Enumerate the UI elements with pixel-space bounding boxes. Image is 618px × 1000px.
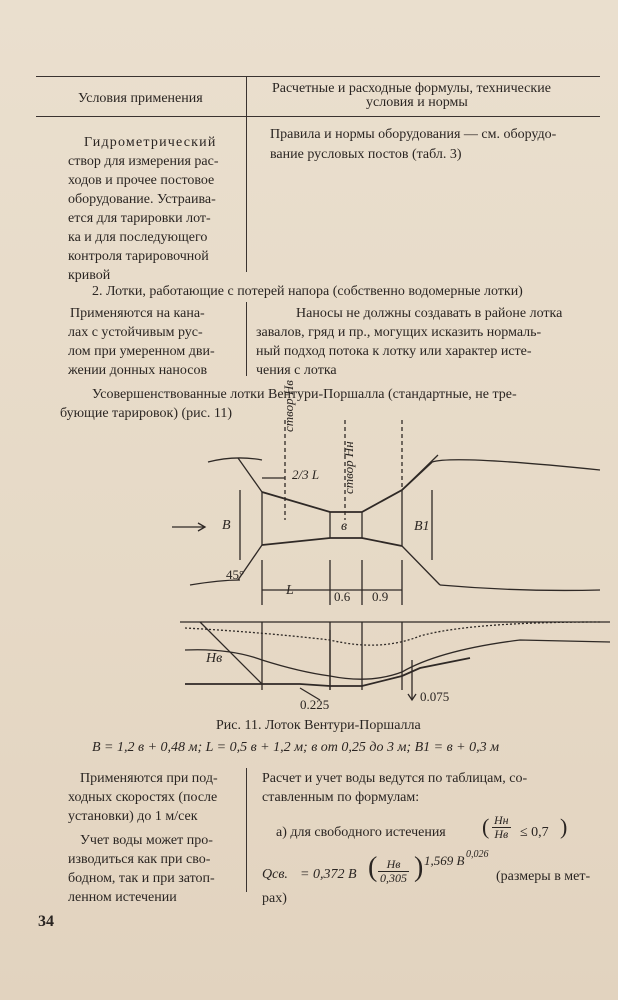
plan-bottom-wall — [262, 538, 402, 546]
section3-left-line: установки) до 1 м/сек — [68, 809, 198, 824]
condition-text: а) для свободного истечения — [276, 825, 446, 840]
q-exp: 1,569 B — [424, 853, 465, 868]
label-two-thirds-l: 2/3 L — [292, 467, 320, 482]
section3-left-line: изводиться как при сво- — [68, 852, 211, 867]
paren-left: ( — [482, 814, 490, 839]
page-number: 34 — [38, 913, 54, 930]
label-Hv: Hв — [206, 651, 223, 666]
paren-right: ) — [560, 814, 568, 839]
label-L: L — [286, 583, 294, 598]
venturi-intro-line: бующие тарировок) (рис. 11) — [60, 406, 233, 421]
section3-right-line: Расчет и учет воды ведутся по таблицам, со- — [262, 771, 528, 786]
q-num: Hв — [378, 858, 409, 872]
section2-left-line: лом при умеренном дви- — [68, 344, 215, 359]
q-note-1: (размеры в мет- — [496, 869, 591, 884]
section2-left-line: Применяются на кана- — [70, 306, 205, 321]
column-divider-3 — [246, 768, 247, 892]
section2-right-line: чения с лотка — [256, 363, 337, 378]
section1-left-line: Гидрометрический — [84, 135, 217, 150]
plan-outlet-bottom-slope — [402, 546, 440, 585]
profile-water-line — [185, 640, 610, 679]
section1-left-line: ка и для последующего — [68, 230, 208, 245]
figure-caption: Рис. 11. Лоток Вентури-Поршалла — [216, 718, 421, 733]
plan-outlet-top-slope — [402, 455, 438, 490]
label-angle: 45° — [226, 567, 245, 582]
section3-left-line: ходных скоростях (после — [68, 790, 218, 805]
cond-rel: ≤ 0,7 — [520, 825, 549, 840]
label-stvor-hv: створ Hв — [281, 380, 296, 432]
plan-top-left-bank — [208, 458, 262, 462]
header-right-label-1: Расчетные и расходные формулы, технические — [272, 81, 551, 96]
profile-floor — [185, 658, 470, 686]
header-right-label-2: условия и нормы — [366, 95, 468, 110]
header-left-label: Условия применения — [78, 91, 203, 106]
section2-left-line: лах с устойчивым рус- — [68, 325, 203, 340]
section1-left-line: кривой — [68, 268, 111, 283]
section3-left-line: Учет воды может про- — [80, 833, 213, 848]
plan-bottom-right-bank — [440, 585, 600, 590]
cond-num: Hн — [494, 813, 509, 827]
section3-left-line: ленном истечении — [68, 890, 177, 905]
q-paren-right: ) — [414, 852, 424, 883]
q-note-2: рах) — [262, 891, 287, 906]
label-B: B — [222, 518, 231, 533]
label-0-225: 0.225 — [300, 697, 330, 712]
section1-right-line: вание русловых постов (табл. 3) — [270, 147, 462, 162]
label-b: в — [341, 519, 348, 534]
q-fraction — [378, 858, 409, 885]
section2-left-line: жении донных наносов — [68, 363, 208, 378]
label-B1: B1 — [414, 519, 430, 534]
section1-left-line: оборудование. Устраива- — [68, 192, 216, 207]
section1-left-line: контроля тарировочной — [68, 249, 209, 264]
section1-right-line: Правила и нормы оборудования — см. оборудо- — [270, 127, 557, 142]
section1-left-line: ходов и прочее постовое — [68, 173, 215, 188]
plan-inlet-top-slope — [238, 458, 262, 492]
section2-right-line: ный подход потока к лотку или характер исте- — [256, 344, 532, 359]
cond-den: Hв — [494, 827, 509, 841]
condition-fraction — [492, 814, 511, 841]
q-exp2: 0,026 — [466, 849, 489, 860]
label-0-6: 0.6 — [334, 589, 351, 604]
label-0-9: 0.9 — [372, 589, 389, 604]
label-0-075: 0.075 — [420, 689, 450, 704]
label-stvor-hn: створ Hн — [341, 441, 356, 494]
plan-top-right-bank — [432, 460, 600, 470]
section2-right-line: завалов, гряд и пр., могущих исказить нормаль- — [256, 325, 542, 340]
q-den: 0,305 — [380, 871, 407, 885]
venturi-intro-line: Усовершенствованные лотки Вентури-Поршалла (стандартные, не тре- — [92, 387, 517, 402]
section3-right-line: ставленным по формулам: — [262, 790, 420, 805]
section2-right-line: Наносы не должны создавать в районе лотка — [296, 306, 563, 321]
q-label: Qсв. — [262, 867, 288, 882]
section1-left-line: створ для измерения рас- — [68, 154, 219, 169]
q-paren-left: ( — [368, 852, 378, 883]
section2-heading: 2. Лотки, работающие с потерей напора (собственно водомерные лотки) — [92, 284, 523, 299]
section3-left-line: бодном, так и при затоп- — [68, 871, 215, 886]
profile-water-surface — [185, 622, 600, 645]
q-eq: = 0,372 B — [300, 867, 357, 882]
section1-left-line: ется для тарировки лот- — [68, 211, 211, 226]
section3-left-line: Применяются при под- — [80, 771, 218, 786]
figure-formula: B = 1,2 в + 0,48 м; L = 0,5 в + 1,2 м; в от 0,25 до 3 м; B1 = в + 0,3 м — [92, 740, 500, 755]
